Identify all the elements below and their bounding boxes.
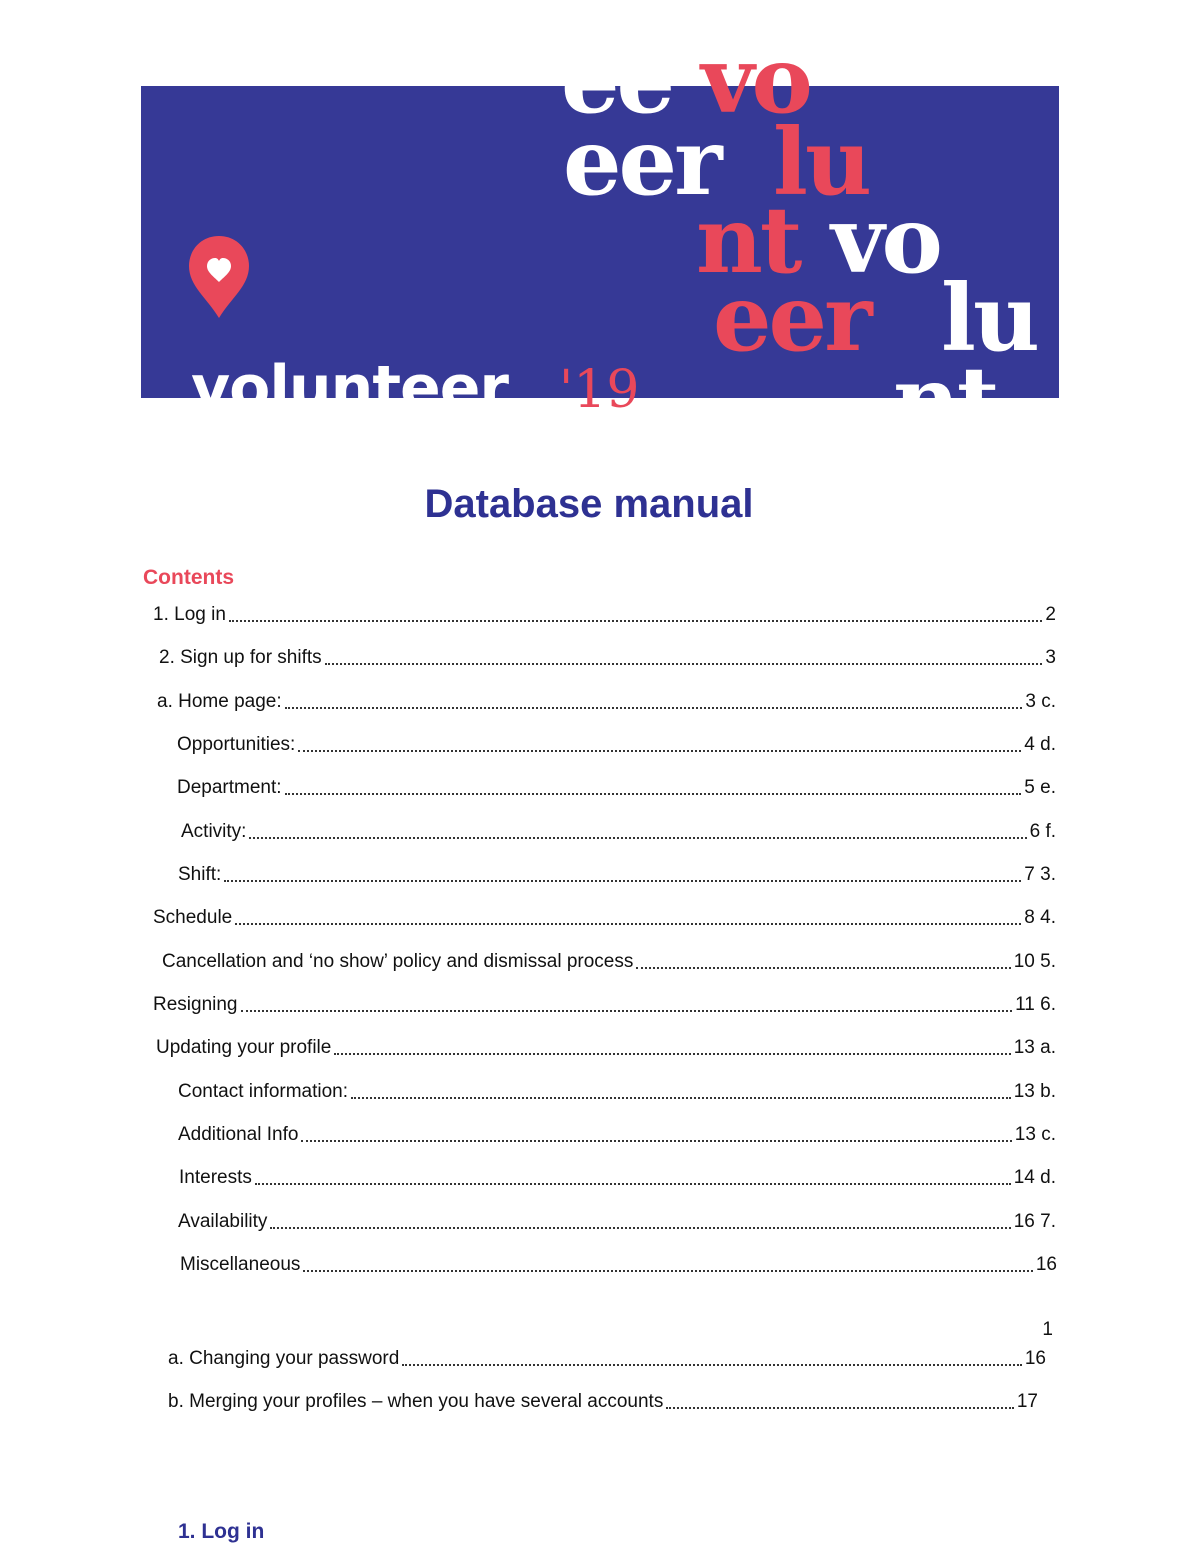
deco-line-5: nt <box>696 186 800 294</box>
logo-word: volunteer <box>191 353 508 423</box>
toc-entry-changing-password[interactable]: a. Changing your password 16 <box>168 1348 1046 1369</box>
toc-entry-contact-information[interactable]: Contact information: 13 b. <box>178 1081 1056 1102</box>
deco-line-3: eer <box>563 108 720 216</box>
toc-entry-shift[interactable]: Shift: 7 3. <box>178 864 1056 885</box>
page-number: 1 <box>1042 1319 1053 1340</box>
deco-line-6: vo <box>831 186 940 294</box>
toc-entry-home-page[interactable]: a. Home page: 3 c. <box>157 691 1056 712</box>
volunteer-banner <box>141 26 1059 454</box>
toc-entry-merging-profiles[interactable]: b. Merging your profiles – when you have several accounts 17 <box>168 1391 1038 1412</box>
toc-entry-resigning[interactable]: Resigning 11 6. <box>153 994 1056 1015</box>
section-heading-log-in: 1. Log in <box>178 1520 265 1543</box>
deco-line-1: ee <box>561 26 673 134</box>
toc-entry-opportunities[interactable]: Opportunities: 4 d. <box>177 734 1056 755</box>
logo-year: '19 <box>559 360 640 420</box>
document-title: Database manual <box>424 482 754 526</box>
toc-entry-schedule[interactable]: Schedule 8 4. <box>153 907 1056 928</box>
toc-entry-cancellation[interactable]: Cancellation and ‘no show’ policy and dismissal process 10 5. <box>162 951 1056 972</box>
toc-entry-additional-info[interactable]: Additional Info 13 c. <box>178 1124 1056 1145</box>
deco-line-7: eer <box>713 264 870 372</box>
toc-entry-updating-profile[interactable]: Updating your profile 13 a. <box>156 1037 1056 1058</box>
toc-entry-miscellaneous[interactable]: Miscellaneous 16 <box>180 1254 1057 1275</box>
toc-entry-department[interactable]: Department: 5 e. <box>177 777 1056 798</box>
toc-entry-log-in[interactable]: 1. Log in 2 <box>153 604 1056 625</box>
toc-entry-sign-up[interactable]: 2. Sign up for shifts 3 <box>159 647 1056 668</box>
toc-entry-interests[interactable]: Interests 14 d. <box>179 1167 1056 1188</box>
deco-line-8: lu <box>941 264 1037 372</box>
deco-line-2: vo <box>701 26 810 134</box>
deco-line-9: nt <box>893 346 997 454</box>
contents-heading: Contents <box>143 566 234 589</box>
toc-entry-activity[interactable]: Activity: 6 f. <box>181 821 1056 842</box>
toc-entry-availability[interactable]: Availability 16 7. <box>178 1211 1056 1232</box>
deco-line-4: lu <box>773 108 869 216</box>
